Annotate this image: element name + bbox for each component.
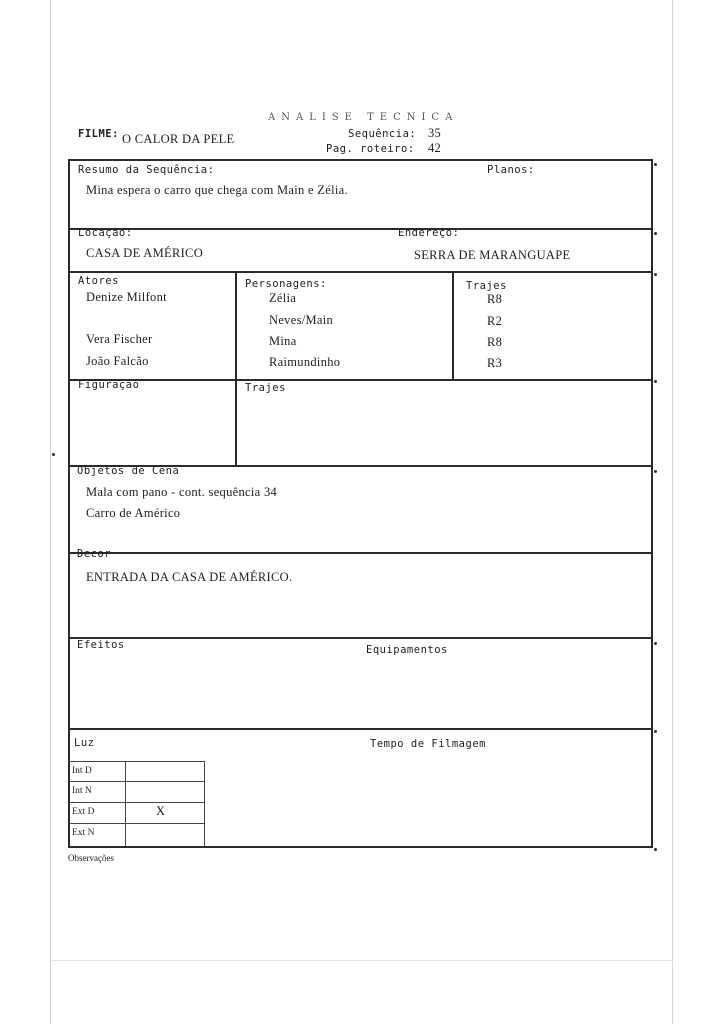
luz-row-label: Ext N: [72, 828, 95, 838]
decor-value: ENTRADA DA CASA DE AMÉRICO.: [86, 570, 293, 584]
sequence-value: 35: [428, 126, 442, 140]
ator-item: Denize Milfont: [86, 290, 167, 304]
ator-item: João Falcão: [86, 354, 149, 368]
figuracao-trajes-label: Trajes: [245, 382, 286, 394]
tempo-filmagem-label: Tempo de Filmagem: [370, 738, 486, 750]
traje-item: R2: [487, 314, 503, 328]
margin-dot: [654, 163, 657, 166]
planos-label: Planos:: [487, 164, 535, 176]
page-value: 42: [428, 141, 442, 155]
traje-item: R8: [487, 292, 503, 306]
film-value: O CALOR DA PELE: [122, 132, 235, 146]
sequence-label: Sequência:: [348, 128, 417, 140]
form-title: ANALISE TECNICA: [268, 112, 459, 123]
ator-item: Vera Fischer: [86, 332, 153, 346]
efeitos-label: Efeitos: [77, 639, 125, 651]
locacao-value: CASA DE AMÉRICO: [86, 246, 204, 260]
atores-label: Atores: [78, 275, 119, 287]
trajes-label: Trajes: [466, 280, 507, 292]
objeto-item: Carro de Américo: [86, 506, 181, 520]
margin-dot: [654, 642, 657, 645]
margin-dot: [654, 232, 657, 235]
personagens-label: Personagens:: [245, 278, 327, 290]
luz-row-label: Ext D: [72, 807, 95, 817]
traje-item: R3: [487, 356, 503, 370]
personagem-item: Zélia: [269, 291, 297, 305]
luz-ext-d-mark: X: [156, 804, 166, 818]
page-bottom-rule: [50, 960, 673, 961]
film-label: FILME:: [78, 128, 119, 140]
objeto-item: Mala com pano - cont. sequência 34: [86, 485, 278, 499]
margin-dot: [654, 380, 657, 383]
margin-dot: [654, 470, 657, 473]
endereco-value: SERRA DE MARANGUAPE: [414, 248, 571, 262]
endereco-label: Endereço:: [398, 227, 460, 239]
equipamentos-label: Equipamentos: [366, 644, 448, 656]
personagem-item: Raimundinho: [269, 355, 341, 369]
page-right-edge: [672, 0, 673, 1024]
margin-dot: [654, 730, 657, 733]
page-left-edge: [50, 0, 51, 1024]
luz-row-label: Int D: [72, 766, 92, 776]
margin-dot: [654, 848, 657, 851]
locacao-label: Locação:: [78, 227, 133, 239]
page-label: Pag. roteiro:: [326, 143, 415, 155]
figuracao-label: Figuração: [78, 379, 140, 391]
personagem-item: Neves/Main: [269, 313, 334, 327]
traje-item: R8: [487, 335, 503, 349]
margin-dot: [654, 273, 657, 276]
decor-label: Decor: [77, 548, 112, 560]
margin-dot: [52, 453, 55, 456]
resumo-text: Mina espera o carro que chega com Main e Zélia.: [86, 183, 348, 197]
luz-row-label: Int N: [72, 786, 92, 796]
objetos-label: Objetos de Cena: [77, 465, 180, 477]
observacoes-label: Observações: [68, 853, 114, 863]
luz-label: Luz: [74, 737, 95, 749]
resumo-label: Resumo da Sequência:: [78, 164, 215, 176]
personagem-item: Mina: [269, 334, 297, 348]
